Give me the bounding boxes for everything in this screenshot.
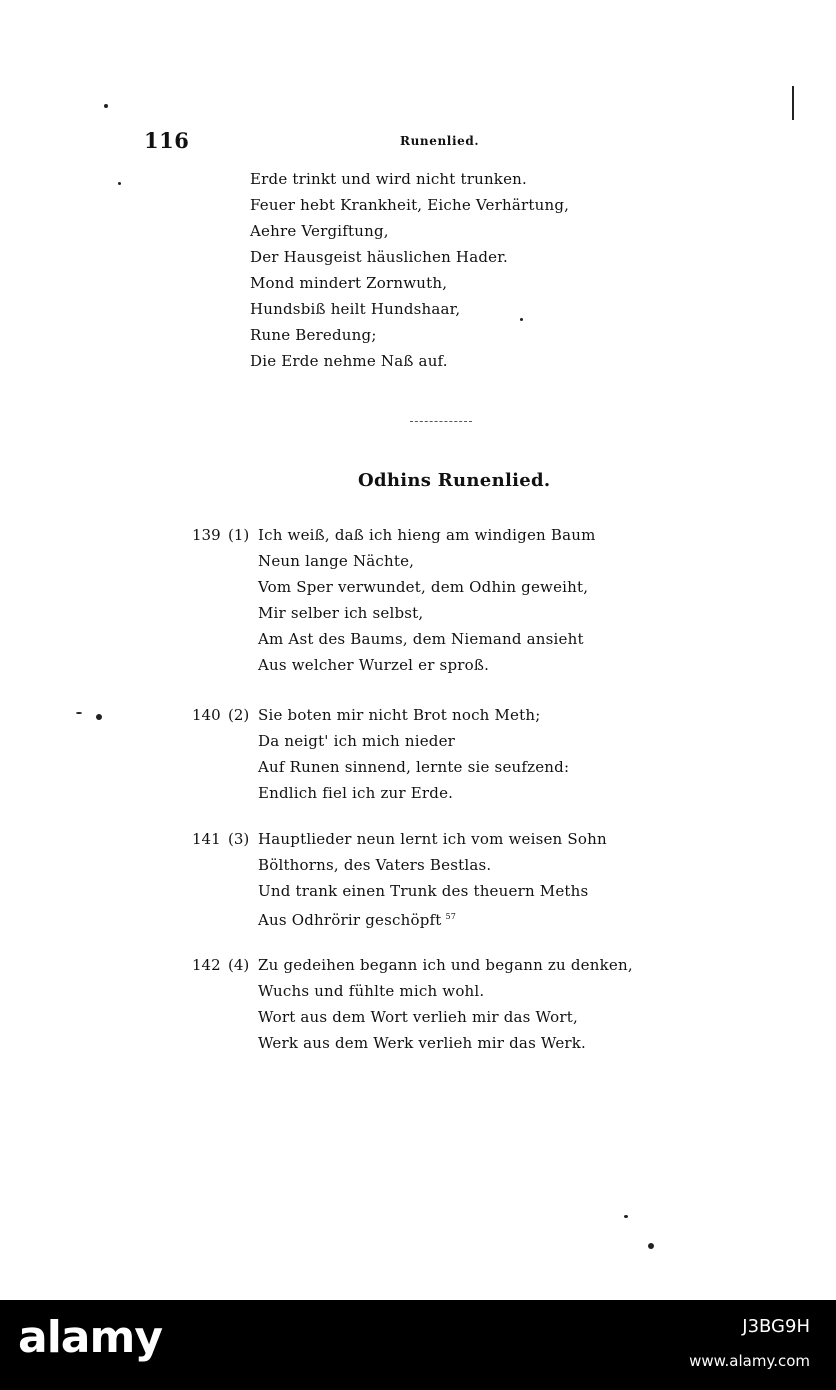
stanza-line: Und trank einen Trunk des theuern Meths bbox=[258, 882, 589, 900]
stanza-139 bbox=[192, 522, 596, 678]
scan-speck bbox=[96, 714, 102, 720]
stanza-142 bbox=[192, 952, 633, 1056]
stanza-line: Sie boten mir nicht Brot noch Meth; bbox=[258, 706, 541, 724]
verse-line: Mond mindert Zornwuth, bbox=[250, 274, 448, 292]
verse-line: Hundsbiß heilt Hundshaar, bbox=[250, 300, 461, 318]
alamy-logo: alamy bbox=[18, 1312, 162, 1363]
image-id: J3BG9H bbox=[742, 1316, 810, 1337]
stanza-line: Hauptlieder neun lernt ich vom weisen Sohn bbox=[258, 830, 607, 848]
section-divider bbox=[410, 421, 472, 422]
scan-speck bbox=[520, 318, 523, 321]
stanza-141 bbox=[192, 826, 607, 930]
scan-speck bbox=[76, 712, 82, 714]
verse-line: Der Hausgeist häuslichen Hader. bbox=[250, 248, 508, 266]
stanza-line: Endlich fiel ich zur Erde. bbox=[258, 784, 454, 802]
opening-verse bbox=[250, 166, 569, 374]
watermark-banner bbox=[0, 1300, 836, 1390]
stanza-line: Am Ast des Baums, dem Niemand ansieht bbox=[258, 630, 584, 648]
verse-line: Rune Beredung; bbox=[250, 326, 377, 344]
stanza-number: 139 bbox=[192, 526, 221, 544]
stanza-line-text: Aus Odhrörir geschöpft bbox=[258, 911, 442, 929]
stanza-line: Neun lange Nächte, bbox=[258, 552, 415, 570]
running-head: Runenlied. bbox=[400, 134, 480, 148]
section-title: Odhins Runenlied. bbox=[358, 470, 551, 491]
stanza-line-with-footnote bbox=[258, 904, 607, 930]
footnote-marker: 57 bbox=[445, 912, 457, 921]
scan-speck bbox=[104, 104, 108, 108]
stanza-line: Zu gedeihen begann ich und begann zu denken, bbox=[258, 956, 633, 974]
verse-line: Die Erde nehme Naß auf. bbox=[250, 352, 448, 370]
stanza-sub-number: (3) bbox=[228, 830, 250, 848]
page-number: 116 bbox=[144, 128, 190, 153]
stanza-line: Bölthorns, des Vaters Bestlas. bbox=[258, 856, 492, 874]
stanza-number: 140 bbox=[192, 706, 221, 724]
stanza-line: Auf Runen sinnend, lernte sie seufzend: bbox=[258, 758, 570, 776]
stanza-number: 142 bbox=[192, 956, 221, 974]
stanza-sub-number: (2) bbox=[228, 706, 250, 724]
stanza-line: Aus welcher Wurzel er sproß. bbox=[258, 656, 490, 674]
verse-line: Aehre Vergiftung, bbox=[250, 222, 389, 240]
stanza-sub-number: (4) bbox=[228, 956, 250, 974]
banner-url: www.alamy.com bbox=[689, 1352, 810, 1370]
stanza-sub-number: (1) bbox=[228, 526, 250, 544]
stanza-line: Da neigt' ich mich nieder bbox=[258, 732, 456, 750]
stanza-number: 141 bbox=[192, 830, 221, 848]
stanza-line: Wort aus dem Wort verlieh mir das Wort, bbox=[258, 1008, 578, 1026]
scan-speck bbox=[624, 1215, 628, 1218]
scan-speck bbox=[118, 182, 121, 185]
stanza-line: Vom Sper verwundet, dem Odhin geweiht, bbox=[258, 578, 589, 596]
stanza-line: Ich weiß, daß ich hieng am windigen Baum bbox=[258, 526, 596, 544]
margin-rule bbox=[792, 86, 794, 120]
verse-line: Erde trinkt und wird nicht trunken. bbox=[250, 170, 528, 188]
stanza-140 bbox=[192, 702, 569, 806]
stanza-line: Wuchs und fühlte mich wohl. bbox=[258, 982, 485, 1000]
stanza-line: Werk aus dem Werk verlieh mir das Werk. bbox=[258, 1034, 587, 1052]
verse-line: Feuer hebt Krankheit, Eiche Verhärtung, bbox=[250, 196, 570, 214]
stanza-line: Mir selber ich selbst, bbox=[258, 604, 424, 622]
scan-speck bbox=[648, 1243, 654, 1249]
